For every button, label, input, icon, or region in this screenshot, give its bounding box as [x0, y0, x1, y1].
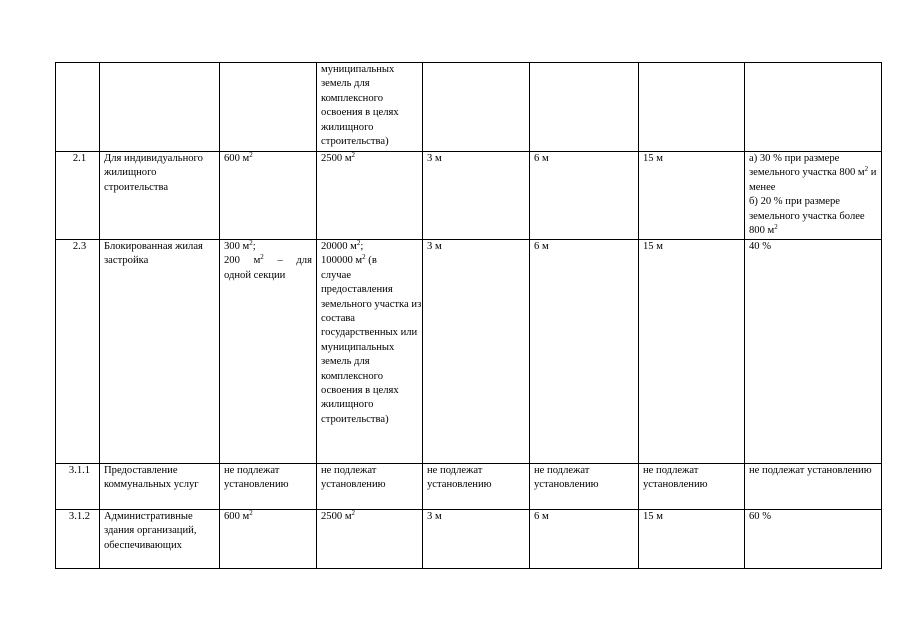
cell-c5	[423, 63, 530, 152]
land-use-regulations-table	[55, 62, 882, 569]
cell-c7: 15 м	[639, 510, 745, 569]
cell-c6: 6 м	[530, 152, 639, 240]
table-row	[56, 63, 882, 152]
cell-c5: 3 м	[423, 152, 530, 240]
cell-use-type: Блокированная жилая застройка	[100, 240, 220, 464]
cell-c7	[639, 63, 745, 152]
cell-max-area: 2500 $м^2$	[317, 510, 423, 569]
cell-max-area: муниципальных земель для комплексного освоения в целях жилищного строительства)	[317, 63, 423, 152]
cell-code: 2.3	[56, 240, 100, 464]
cell-min-area: не подлежат установлению	[220, 464, 317, 510]
cell-c6: 6 м	[530, 510, 639, 569]
table-row	[56, 510, 882, 569]
cell-max-area: 20000 $м^2$; 100000 $м^2$ (в случае предоставления земельного участка из состава государственных или муниципальных земель для комплексного освоения в целях жилищного строительства)	[317, 240, 423, 464]
cell-c7: 15 м	[639, 152, 745, 240]
cell-use-type	[100, 63, 220, 152]
cell-c5: не подлежат установлению	[423, 464, 530, 510]
cell-max-area: не подлежат установлению	[317, 464, 423, 510]
cell-c6	[530, 63, 639, 152]
cell-code: 2.1	[56, 152, 100, 240]
cell-use-type: Для индивидуального жилищного строительства	[100, 152, 220, 240]
cell-c8: 60 %	[745, 510, 882, 569]
cell-min-area: 600 $м^2$	[220, 510, 317, 569]
cell-min-area: 300 $м^2$; 200 $м^2$ – для одной секции	[220, 240, 317, 464]
cell-code	[56, 63, 100, 152]
cell-c5: 3 м	[423, 510, 530, 569]
cell-c7: 15 м	[639, 240, 745, 464]
table-row	[56, 240, 882, 464]
cell-max-area: 2500 $м^2$	[317, 152, 423, 240]
cell-min-area	[220, 63, 317, 152]
cell-c8: не подлежат установлению	[745, 464, 882, 510]
cell-use-type: Административные здания организаций, обеспечивающих	[100, 510, 220, 569]
cell-c8	[745, 63, 882, 152]
cell-c5: 3 м	[423, 240, 530, 464]
cell-code: 3.1.1	[56, 464, 100, 510]
table-row	[56, 152, 882, 240]
cell-min-area: 600 $м^2$	[220, 152, 317, 240]
cell-c8: 40 %	[745, 240, 882, 464]
cell-c7: не подлежат установлению	[639, 464, 745, 510]
cell-c6: 6 м	[530, 240, 639, 464]
cell-code: 3.1.2	[56, 510, 100, 569]
cell-c6: не подлежат установлению	[530, 464, 639, 510]
table-row	[56, 464, 882, 510]
cell-c8: а) 30 % при размере земельного участка 800 $м^2$ и менее б) 20 % при размере земельного участка более 800 $м^2$	[745, 152, 882, 240]
cell-use-type: Предоставление коммунальных услуг	[100, 464, 220, 510]
